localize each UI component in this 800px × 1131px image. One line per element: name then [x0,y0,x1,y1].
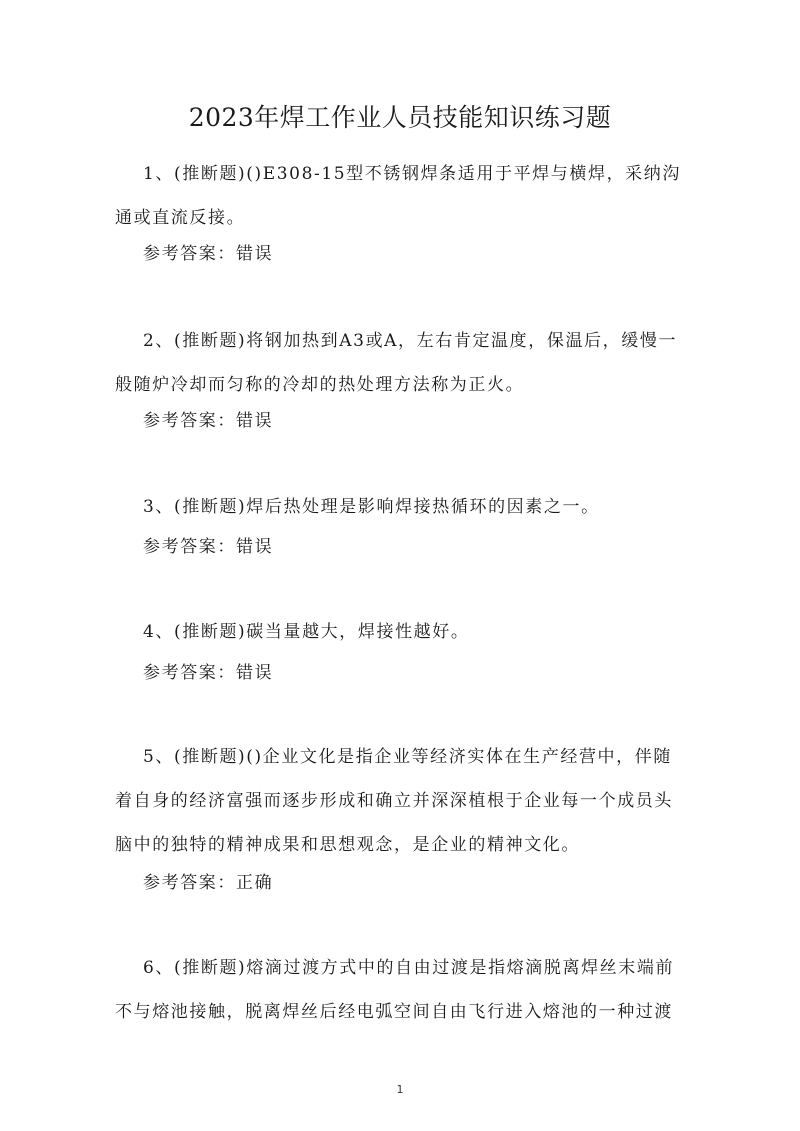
question-5-answer: 参考答案：正确 [143,873,274,893]
question-1-answer: 参考答案：错误 [143,244,274,264]
question-1-text: 1、(推断题)()E308-15型不锈钢焊条适用于平焊与横焊，采纳沟通或直流反接。 [115,164,681,228]
question-6-text: 6、(推断题)熔滴过渡方式中的自由过渡是指熔滴脱离焊丝末端前不与熔池接触，脱离焊丝后经电弧空间自由飞行进入熔池的一种过渡 [115,958,675,1022]
page-title: 2023年焊工作业人员技能知识练习题 [188,103,612,132]
question-3-answer: 参考答案：错误 [143,537,274,557]
question-3-text: 3、(推断题)焊后热处理是影响焊接热循环的因素之一。 [143,497,600,517]
question-2-text: 2、(推断题)将钢加热到A3或A，左右肯定温度，保温后，缓慢一般随炉冷却而匀称的冷却的热处理方法称为正火。 [115,331,678,395]
question-4-answer: 参考答案：错误 [143,663,274,683]
question-2-answer: 参考答案：错误 [143,411,274,431]
question-5-text: 5、(推断题)()企业文化是指企业等经济实体在生产经营中，伴随着自身的经济富强而逐步形成和确立并深深植根于企业每一个成员头脑中的独特的精神成果和思想观念，是企业的精神文化。 [115,747,673,855]
question-4-text: 4、(推断题)碳当量越大，焊接性越好。 [143,622,470,642]
page-number: 1 [396,1083,404,1096]
